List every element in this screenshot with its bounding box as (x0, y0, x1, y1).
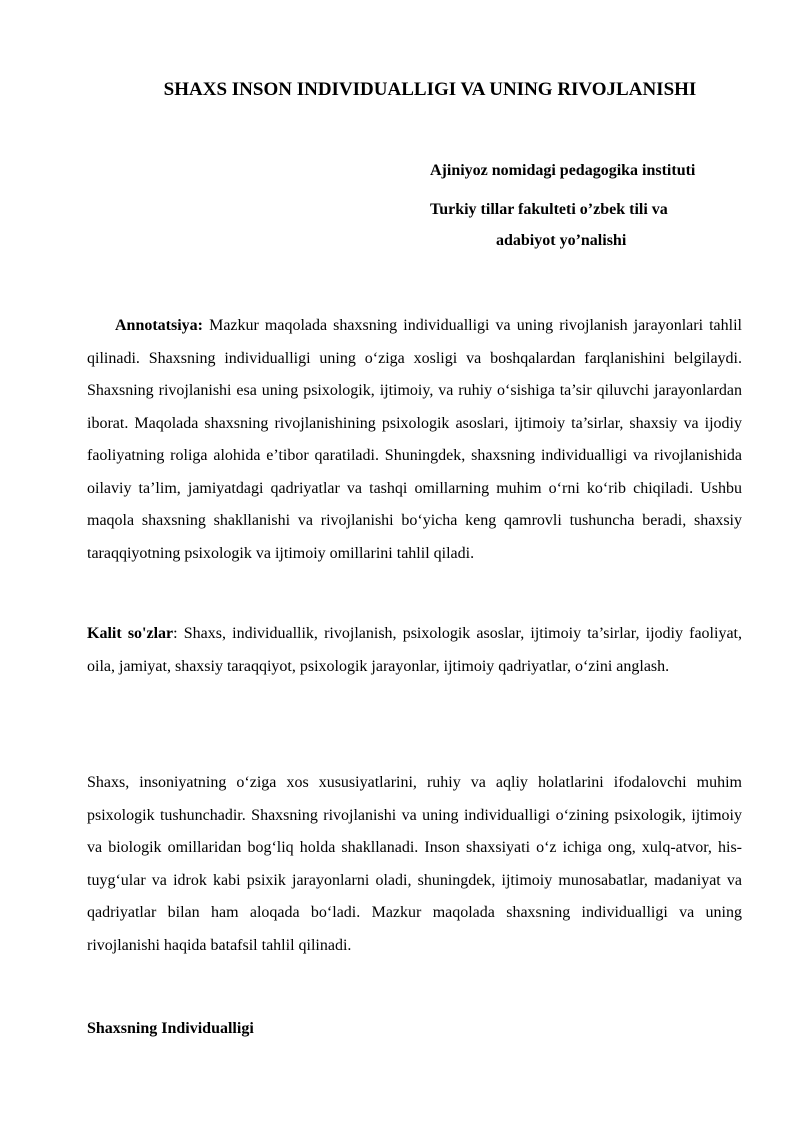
abstract-text: Mazkur maqolada shaxsning individualligi va uning rivojlanish jarayonlari tahlil qilinadi. Shaxsning individualligi uning o‘ziga xosligi va boshqalardan farqlanishini belgilaydi. Shaxsning rivojlanishi esa uning psixologik, ijtimoiy, va ruhiy o‘sishiga ta’sir qiluvchi jarayonlardan iborat. Maqolada shaxsning rivojlanishining psixologik asoslari, ijtimoiy ta’sirlar, shaxsiy va ijodiy faoliyatning roliga alohida e’tibor qaratiladi. Shuningdek, shaxsning individualligi va rivojlanishida oilaviy ta’lim, jamiyatdagi qadriyatlar va tashqi omillarning muhim o‘rni ko‘rib chiqiladi. Ushbu maqola shaxsning shakllanishi va rivojlanishi bo‘yicha keng qamrovli tushuncha beradi, shaxsiy taraqqiyotning psixologik va ijtimoiy omillarini tahlil qiladi. (87, 317, 742, 562)
affiliation-faculty: Turkiy tillar fakulteti o’zbek tili va (430, 201, 668, 218)
keywords-label: Kalit so'zlar (87, 625, 174, 642)
keywords-paragraph (87, 618, 742, 683)
affiliation-institute: Ajiniyoz nomidagi pedagogika instituti (430, 162, 696, 179)
intro-paragraph: Shaxs, insoniyatning o‘ziga xos xususiyatlarini, ruhiy va aqliy holatlarini ifodalovchi muhim psixologik tushunchadir. Shaxsning rivojlanishi va uning individualligi o‘zining psixologik, ijtimoiy va biologik omillaridan bog‘liq holda shakllanadi. Inson shaxsiyati o‘z ichiga ong, xulq-atvor, his-tuyg‘ular va idrok kabi psixik jarayonlarni oladi, shuningdek, ijtimoiy munosabatlar, madaniyat va qadriyatlar bilan ham aloqada bo‘ladi. Mazkur maqolada shaxsning individualligi va uning rivojlanishi haqida batafsil tahlil qilinadi. (87, 774, 742, 954)
abstract-label: Annotatsiya: (115, 317, 204, 334)
document-title: SHAXS INSON INDIVIDUALLIGI VA UNING RIVOJLANISHI (163, 79, 697, 100)
section-heading: Shaxsning Individualligi (87, 1020, 254, 1037)
keywords-text: : Shaxs, individuallik, rivojlanish, psixologik asoslar, ijtimoiy ta’sirlar, ijodiy faoliyat, oila, jamiyat, shaxsiy taraqqiyot, psixologik jarayonlar, ijtimoiy qadriyatlar, o‘zini anglash. (87, 625, 742, 675)
affiliation-department: adabiyot yo’nalishi (496, 232, 627, 249)
abstract-paragraph (87, 310, 742, 570)
